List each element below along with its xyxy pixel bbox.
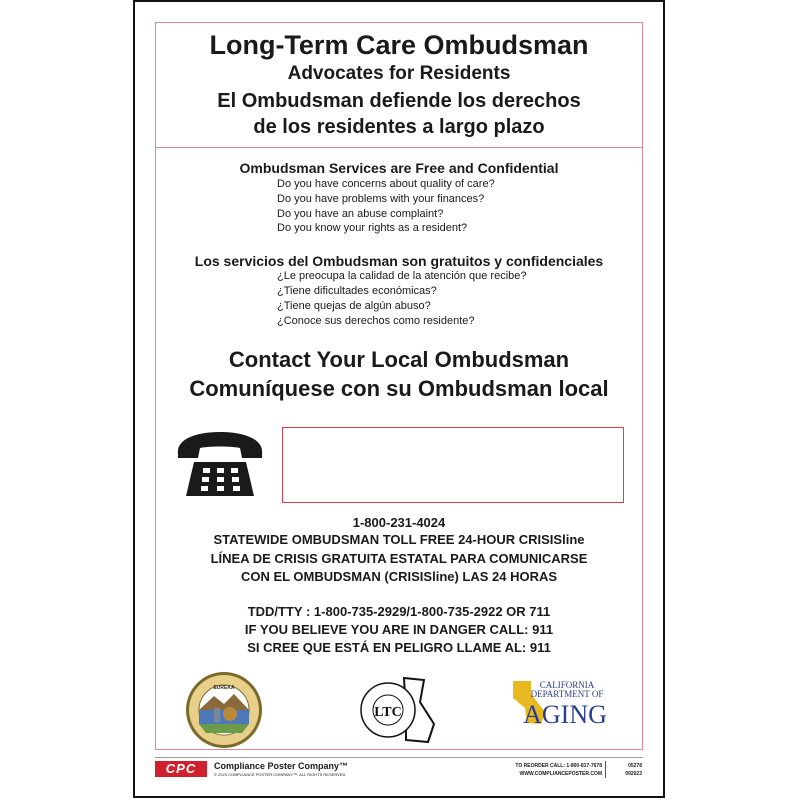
company-name: Compliance Poster Company™	[214, 761, 349, 771]
question-en: Do you have problems with your finances?	[277, 193, 485, 205]
question-en: Do you have an abuse complaint?	[277, 208, 444, 220]
ltc-mark: LTC	[374, 705, 402, 720]
question-es: ¿Le preocupa la calidad de la atención que recibe?	[277, 270, 527, 282]
contact-heading-en: Contact Your Local Ombudsman	[228, 347, 570, 372]
crisis-line-es1: LÍNEA DE CRISIS GRATUITA ESTATAL PARA COMUNICARSE	[210, 551, 588, 566]
services-heading-es: Los servicios del Ombudsman son gratuitos y confidenciales	[194, 253, 604, 269]
crisis-line-en: STATEWIDE OMBUDSMAN TOLL FREE 24-HOUR CRISISline	[213, 532, 585, 547]
copyright: © 2023 COMPLIANCE POSTER COMPANY™. ALL RIGHTS RESERVED.	[214, 772, 347, 777]
spanish-title-line1: El Ombudsman defiende los derechos	[217, 90, 581, 112]
cpc-logo: CPC	[155, 761, 207, 777]
question-es: ¿Tiene quejas de algún abuso?	[277, 300, 431, 312]
seal-motto: EUREKA	[213, 685, 235, 691]
california-seal-logo	[184, 670, 264, 750]
question-es: ¿Tiene dificultades económicas?	[277, 285, 437, 297]
footer-separator	[605, 761, 606, 778]
poster-title: Long-Term Care Ombudsman	[209, 30, 589, 60]
crisis-phone: 1-800-231-4024	[352, 515, 446, 530]
question-es: ¿Conoce sus derechos como residente?	[277, 315, 475, 327]
poster-subtitle: Advocates for Residents	[287, 63, 511, 84]
aging-line1: CALIFORNIA	[539, 680, 595, 690]
header-divider	[155, 147, 643, 148]
spanish-title-line2: de los residentes a largo plazo	[253, 116, 545, 138]
revision-code: 092023	[625, 771, 642, 777]
question-en: Do you have concerns about quality of care?	[277, 178, 495, 190]
danger-line-es: SI CREE QUE ESTÁ EN PELIGRO LLAME AL: 911	[247, 640, 551, 655]
contact-heading-es: Comuníquese con su Ombudsman local	[189, 376, 609, 401]
danger-line-en: IF YOU BELIEVE YOU ARE IN DANGER CALL: 911	[244, 622, 554, 637]
department-of-aging-logo	[505, 678, 620, 728]
crisis-line-es2: CON EL OMBUDSMAN (CRISISline) LAS 24 HORAS	[240, 569, 558, 584]
aging-word: AGING	[523, 700, 607, 728]
tdd-line: TDD/TTY : 1-800-735-2929/1-800-735-2922 OR 711	[247, 604, 551, 619]
reorder-phone: TO REORDER CALL: 1-800-817-7678	[515, 763, 602, 769]
website-link[interactable]: WWW.COMPLIANCEPOSTER.COM	[519, 771, 602, 777]
question-en: Do you know your rights as a resident?	[277, 222, 468, 234]
local-ombudsman-contact-box[interactable]	[282, 427, 624, 503]
telephone-icon	[172, 428, 268, 500]
poster-code: 05278	[628, 763, 642, 769]
footer-divider	[155, 757, 643, 758]
services-heading-en: Ombudsman Services are Free and Confidential	[239, 160, 559, 176]
aging-line2: DEPARTMENT OF	[530, 689, 604, 699]
ltc-ombudsman-logo	[358, 672, 440, 748]
